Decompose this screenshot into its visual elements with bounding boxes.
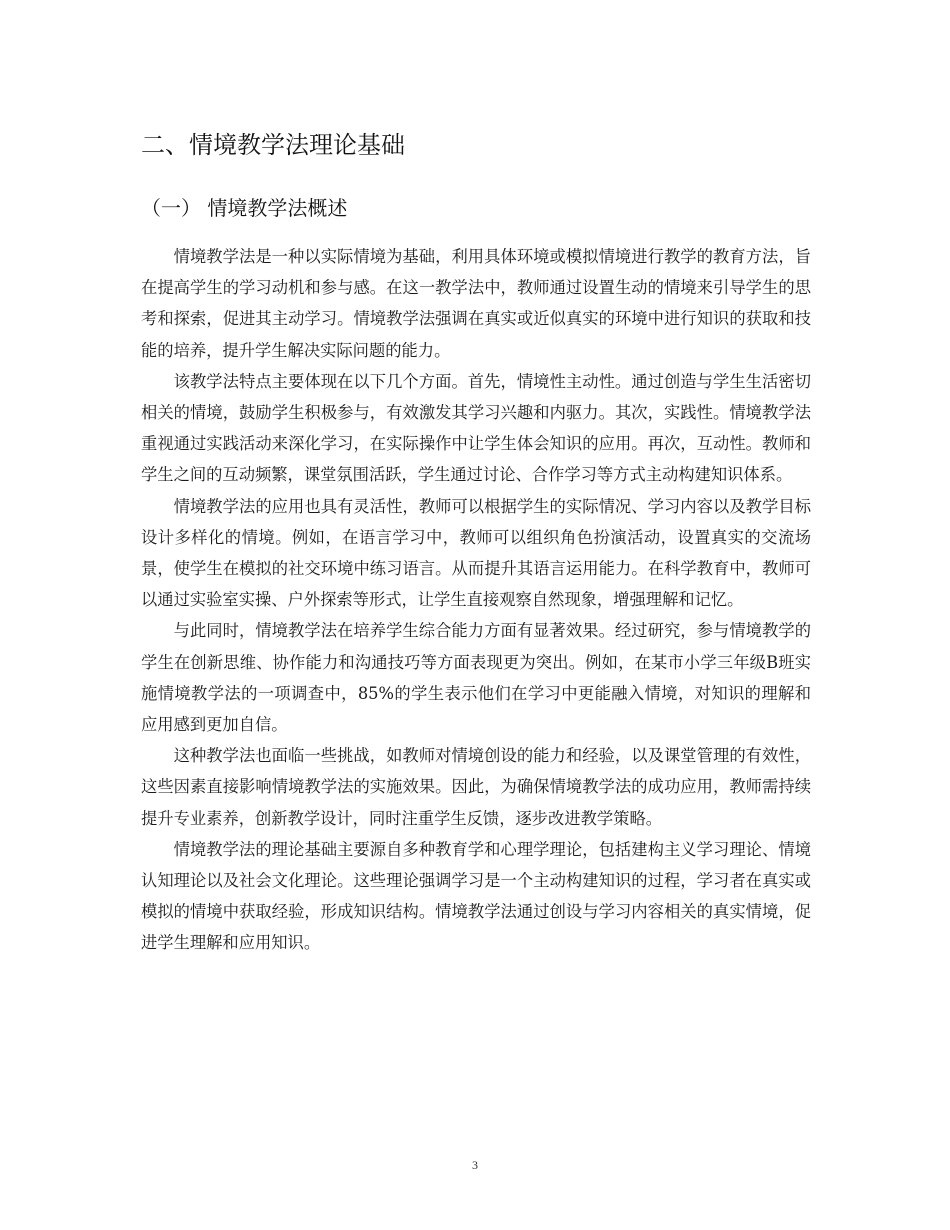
- paragraph-4: 与此同时，情境教学法在培养学生综合能力方面有显著效果。经过研究，参与情境教学的学生在创新思维、协作能力和沟通技巧等方面表现更为突出。例如，在某市小学三年级B班实施情境教学法的一项调查中，85%的学生表示他们在学习中更能融入情境，对知识的理解和应用感到更加自信。: [141, 621, 811, 735]
- page-content: [141, 128, 811, 959]
- paragraph-5: 这种教学法也面临一些挑战，如教师对情境创设的能力和经验，以及课堂管理的有效性，这些因素直接影响情境教学法的实施效果。因此，为确保情境教学法的成功应用，教师需持续提升专业素养，创新教学设计，同时注重学生反馈，逐步改进教学策略。: [141, 746, 811, 828]
- subsection-heading: （一） 情境教学法概述: [141, 196, 348, 220]
- section-heading: 二、情境教学法理论基础: [141, 131, 405, 159]
- page-number: 3: [472, 1158, 478, 1172]
- paragraph-2: 该教学法特点主要体现在以下几个方面。首先，情境性主动性。通过创造与学生生活密切相关的情境，鼓励学生积极参与，有效激发其学习兴趣和内驱力。其次，实践性。情境教学法重视通过实践活动来深化学习，在实际操作中让学生体会知识的应用。再次，互动性。教师和学生之间的互动频繁，课堂氛围活跃，学生通过讨论、合作学习等方式主动构建知识体系。: [141, 371, 811, 485]
- paragraph-1: 情境教学法是一种以实际情境为基础，利用具体环境或模拟情境进行教学的教育方法，旨在提高学生的学习动机和参与感。在这一教学法中，教师通过设置生动的情境来引导学生的思考和探索，促进其主动学习。情境教学法强调在真实或近似真实的环境中进行知识的获取和技能的培养，提升学生解决实际问题的能力。: [141, 247, 811, 360]
- paragraph-6: 情境教学法的理论基础主要源自多种教育学和心理学理论，包括建构主义学习理论、情境认知理论以及社会文化理论。这些理论强调学习是一个主动构建知识的过程，学习者在真实或模拟的情境中获取经验，形成知识结构。情境教学法通过创设与学习内容相关的真实情境，促进学生理解和应用知识。: [141, 839, 811, 953]
- paragraph-3: 情境教学法的应用也具有灵活性，教师可以根据学生的实际情况、学习内容以及教学目标设计多样化的情境。例如，在语言学习中，教师可以组织角色扮演活动，设置真实的交流场景，使学生在模拟的社交环境中练习语言。从而提升其语言运用能力。在科学教育中，教师可以通过实验室实操、户外探索等形式，让学生直接观察自然现象，增强理解和记忆。: [141, 496, 811, 610]
